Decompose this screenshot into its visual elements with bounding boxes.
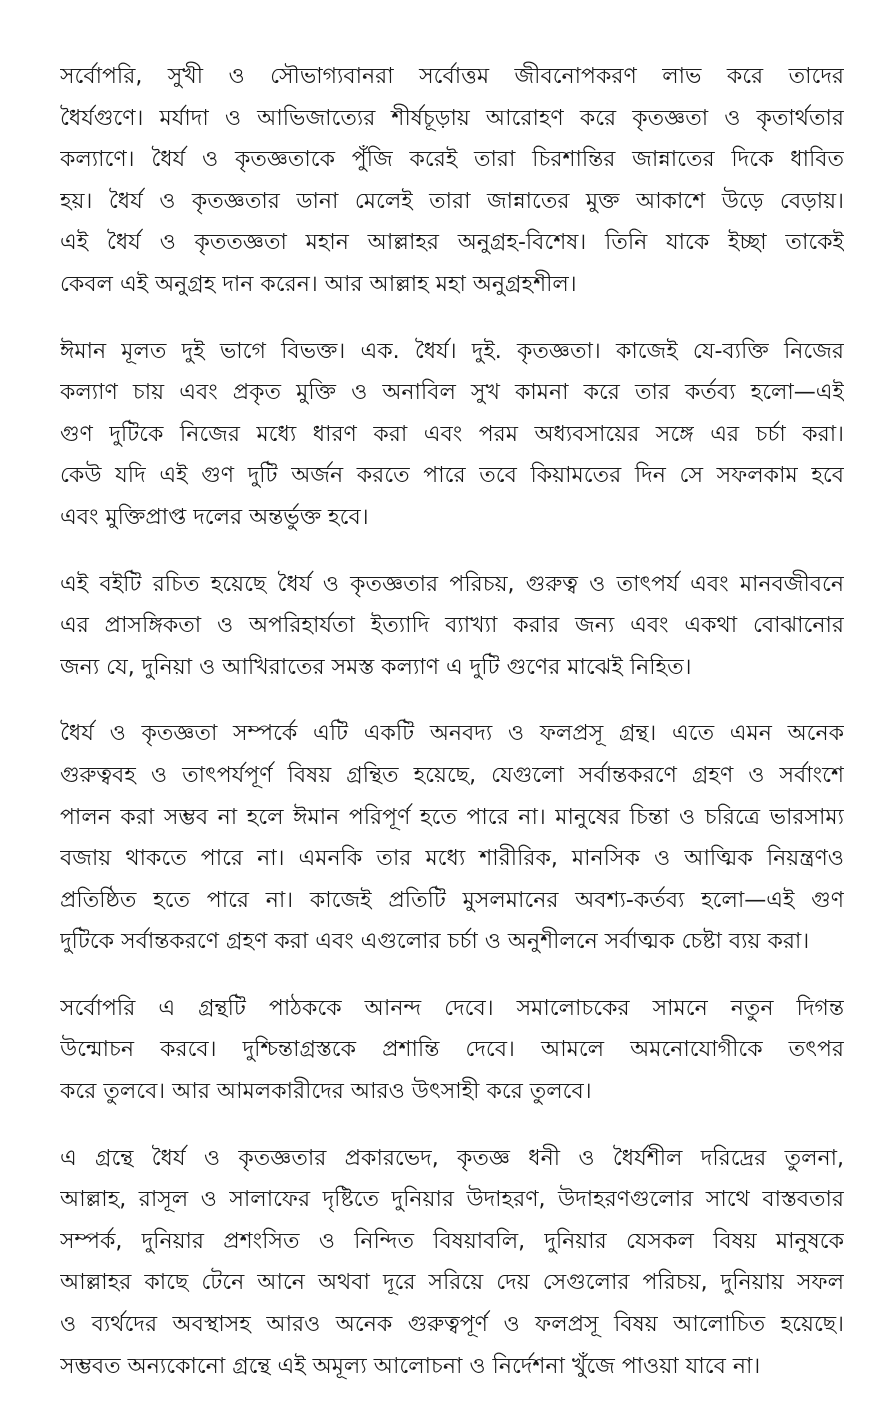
text-line: সর্বোপরি, সুখী ও সৌভাগ্যবানরা সর্বোত্তম জীবনোপকরণ লাভ করে তাদের — [60, 64, 844, 89]
text-line: বজায় থাকতে পারে না। এমনকি তার মধ্যে শারীরিক, মানসিক ও আত্মিক নিয়ন্ত্রণও — [60, 846, 844, 872]
text-line: কেবল এই অনুগ্রহ দান করেন। আর আল্লাহ মহা অনুগ্রহশীল। — [60, 271, 577, 297]
text-line: গুণ দুটিকে নিজের মধ্যে ধারণ করা এবং পরম অধ্যবসায়ের সঙ্গে এর চর্চা করা। — [60, 421, 844, 447]
text-line: ধৈর্য ও কৃতজ্ঞতা সম্পর্কে এটি একটি অনবদ্য ও ফলপ্রসূ গ্রন্থ। এতে এমন অনেক — [60, 721, 844, 747]
text-line: ও ব্যর্থদের অবস্থাসহ আরও অনেক গুরুত্বপূর্ণ ও ফলপ্রসূ বিষয় আলোচিত হয়েছে। — [60, 1312, 844, 1338]
text-line: আল্লাহ, রাসূল ও সালাফের দৃষ্টিতে দুনিয়ার উদাহরণ, উদাহরণগুলোর সাথে বাস্তবতার — [60, 1187, 844, 1213]
text-line: করে তুলবে। আর আমলকারীদের আরও উৎসাহী করে তুলবে। — [60, 1079, 592, 1105]
text-line: কল্যাণে। ধৈর্য ও কৃতজ্ঞতাকে পুঁজি করেই তারা চিরশান্তির জান্নাতের দিকে ধাবিত — [60, 147, 844, 173]
paragraph-5 — [60, 988, 844, 1113]
text-line: হয়। ধৈর্য ও কৃতজ্ঞতার ডানা মেলেই তারা জান্নাতের মুক্ত আকাশে উড়ে বেড়ায়। — [60, 188, 844, 214]
paragraph-2 — [60, 331, 844, 539]
text-line: আল্লাহর কাছে টেনে আনে অথবা দূরে সরিয়ে দেয় সেগুলোর পরিচয়, দুনিয়ায় সফল — [60, 1270, 844, 1296]
text-line: এই বইটি রচিত হয়েছে ধৈর্য ও কৃতজ্ঞতার পরিচয়, গুরুত্ব ও তাৎপর্য এবং মানবজীবনে — [60, 571, 844, 597]
text-line: এ গ্রন্থে ধৈর্য ও কৃতজ্ঞতার প্রকারভেদ, কৃতজ্ঞ ধনী ও ধৈর্যশীল দরিদ্রের তুলনা, — [60, 1145, 844, 1171]
text-line: এর প্রাসঙ্গিকতা ও অপরিহার্যতা ইত্যাদি ব্যাখ্যা করার জন্য এবং একথা বোঝানোর — [60, 613, 844, 639]
paragraph-6 — [60, 1138, 844, 1388]
paragraph-1 — [60, 56, 844, 306]
text-line: প্রতিষ্ঠিত হতে পারে না। কাজেই প্রতিটি মুসলমানের অবশ্য-কর্তব্য হলো—এই গুণ — [60, 887, 844, 913]
text-line: সর্বোপরি এ গ্রন্থটি পাঠককে আনন্দ দেবে। সমালোচকের সামনে নতুন দিগন্ত — [60, 995, 844, 1021]
text-line: কল্যাণ চায় এবং প্রকৃত মুক্তি ও অনাবিল সুখ কামনা করে তার কর্তব্য হলো—এই — [60, 380, 844, 406]
text-line: সম্ভবত অন্যকোনো গ্রন্থে এই অমূল্য আলোচনা ও নির্দেশনা খুঁজে পাওয়া যাবে না। — [60, 1353, 761, 1379]
text-line: ধৈর্যগুণে। মর্যাদা ও আভিজাত্যের শীর্ষচূড়ায় আরোহণ করে কৃতজ্ঞতা ও কৃতার্থতার — [60, 105, 844, 131]
text-line: জন্য যে, দুনিয়া ও আখিরাতের সমস্ত কল্যাণ এ দুটি গুণের মাঝেই নিহিত। — [60, 654, 692, 680]
text-line: কেউ যদি এই গুণ দুটি অর্জন করতে পারে তবে কিয়ামতের দিন সে সফলকাম হবে — [60, 463, 844, 489]
text-line: ঈমান মূলত দুই ভাগে বিভক্ত। এক. ধৈর্য। দুই. কৃতজ্ঞতা। কাজেই যে-ব্যক্তি নিজের — [60, 338, 844, 364]
text-line: সম্পর্ক, দুনিয়ার প্রশংসিত ও নিন্দিত বিষয়াবলি, দুনিয়ার যেসকল বিষয় মানুষকে — [60, 1228, 844, 1254]
text-line: গুরুত্ববহ ও তাৎপর্যপূর্ণ বিষয় গ্রন্থিত হয়েছে, যেগুলো সর্বান্তকরণে গ্রহণ ও সর্বাংশে — [60, 762, 844, 788]
paragraph-3 — [60, 564, 844, 689]
paragraph-4 — [60, 713, 844, 963]
text-line: এই ধৈর্য ও কৃততজ্ঞতা মহান আল্লাহর অনুগ্রহ-বিশেষ। তিনি যাকে ইচ্ছা তাকেই — [60, 230, 844, 256]
text-line: পালন করা সম্ভব না হলে ঈমান পরিপূর্ণ হতে পারে না। মানুষের চিন্তা ও চরিত্রে ভারসাম্য — [60, 804, 844, 830]
text-line: উন্মোচন করবে। দুশ্চিন্তাগ্রস্তকে প্রশান্তি দেবে। আমলে অমনোযোগীকে তৎপর — [60, 1037, 844, 1063]
text-line: এবং মুক্তিপ্রাপ্ত দলের অন্তর্ভুক্ত হবে। — [60, 504, 369, 530]
text-line: দুটিকে সর্বান্তকরণে গ্রহণ করা এবং এগুলোর চর্চা ও অনুশীলনে সর্বাত্মক চেষ্টা ব্যয় করা। — [60, 929, 810, 955]
